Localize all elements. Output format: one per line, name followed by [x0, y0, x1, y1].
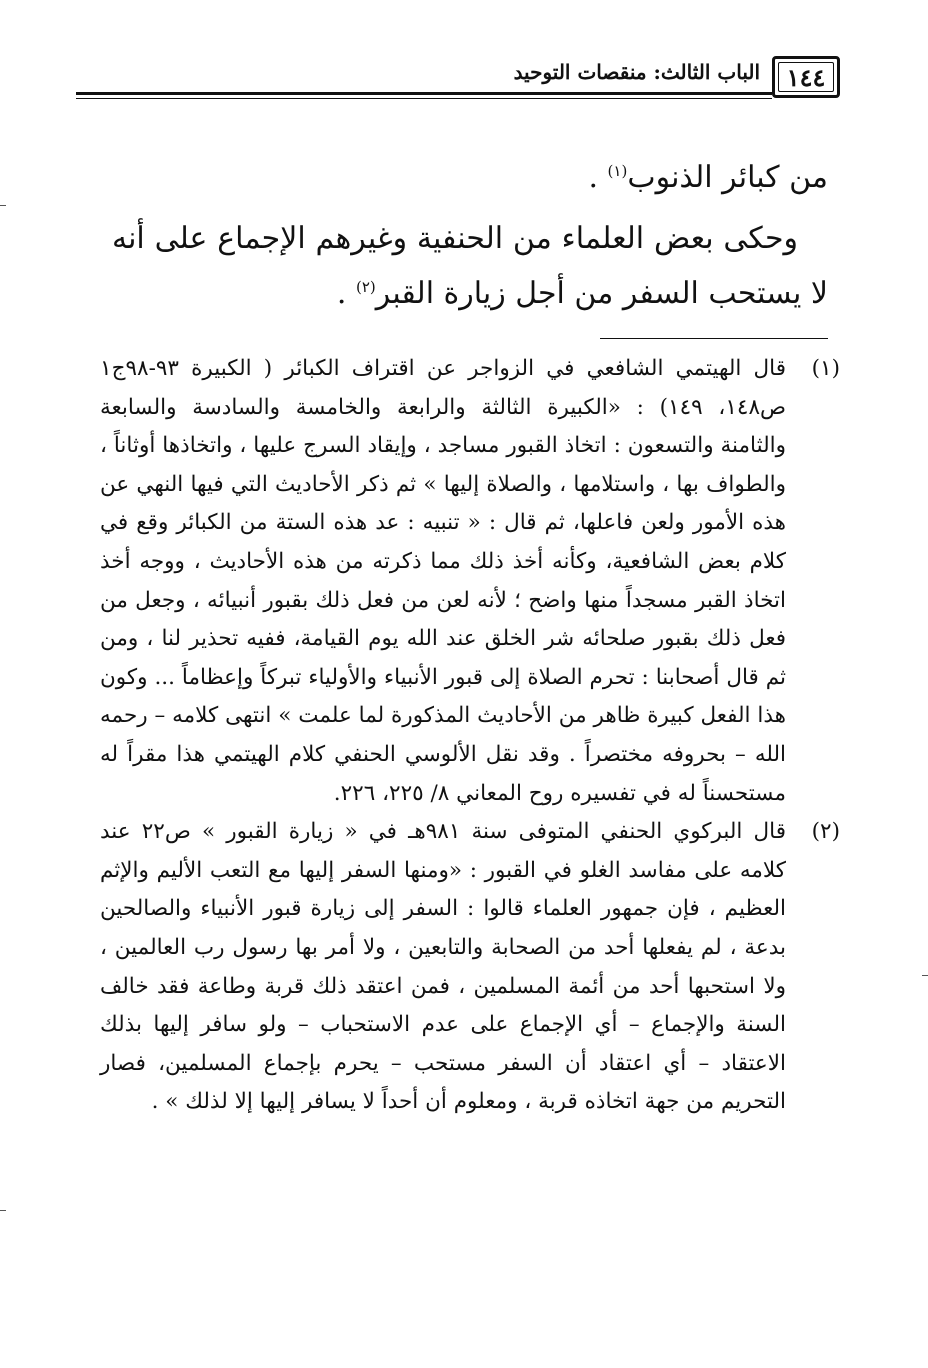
- running-title: الباب الثالث: منقصات التوحيد: [513, 60, 760, 84]
- paragraph-2-end: .: [336, 276, 356, 311]
- footnote-separator: [600, 338, 828, 339]
- footnote-2: [100, 813, 840, 1122]
- paragraph-2-text: وحكى بعض العلماء من الحنفية وغيرهم الإجماع على أنه لا يستحب السفر من أجل زيارة القبر: [112, 221, 828, 311]
- footnote-1: [100, 350, 840, 813]
- main-text: [112, 150, 828, 321]
- footnote-text: قال الهيتمي الشافعي في الزواجر عن اقتراف الكبائر ( الكبيرة ٩٣-٩٨ج١ ص١٤٨، ١٤٩) : «الكبيرة الثالثة والرابعة والخامسة والسادسة والسابعة والثامنة والتسعون : اتخاذ القبور مساجد ، وإيقاد السرج عليها ، واتخاذها أوثاناً ، والطواف بها ، واستلامها ، والصلاة إليها » ثم ذكر الأحاديث التي فيها النهي عن هذه الأمور ولعن فاعلها، ثم قال : « تنبيه : عد هذه الستة من الكبائر وقع في كلام بعض الشافعية، وكأنه أخذ ذلك مما ذكرته من هذه الأحاديث ، ووجه أخذ اتخاذ القبر مسجداً منها واضح ؛ لأنه لعن من فعل ذلك بقبور أنبيائه ، وجعل من فعل ذلك بقبور صلحائه شر الخلق عند الله يوم القيامة، ففيه تحذير لنا ، ومن ثم قال أصحابنا : تحرم الصلاة إلى قبور الأنبياء والأولياء تبركاً وإعظاماً ... وكون هذا الفعل كبيرة ظاهر من الأحاديث المذكورة لما علمت » انتهى كلامه – رحمه الله – بحروفه مختصراً . وقد نقل الألوسي الحنفي كلام الهيتمي هذا مقراً له مستحسناً له في تفسيره روح المعاني ٨/ ٢٢٥، ٢٢٦.: [100, 356, 786, 806]
- footnotes: [100, 350, 840, 1122]
- scan-margin-mark: [0, 1210, 6, 1211]
- footnote-ref-2[interactable]: (٢): [355, 278, 376, 296]
- paragraph-1: [112, 150, 828, 205]
- scan-margin-mark: [922, 975, 928, 976]
- footnote-text: قال البركوي الحنفي المتوفى سنة ٩٨١هـ في « زيارة القبور » ص٢٢ عند كلامه على مفاسد الغلو في القبور : «ومنها السفر إليها مع التعب الأليم والإثم العظيم ، فإن جمهور العلماء قالوا : السفر إلى زيارة قبور الأنبياء والصالحين بدعة ، لم يفعلها أحد من الصحابة والتابعين ، ولا أمر بها رسول رب العالمين ، ولا استحبها أحد من أئمة المسلمين ، فمن اعتقد ذلك قربة وطاعة فقد خالف السنة والإجماع – أي الإجماع على عدم الاستحباب – ولو سافر إليها بذلك الاعتقاد – أي اعتقاد أن السفر مستحب – يحرم بإجماع المسلمين، فصار التحريم من جهة اتخاذه قربة ، ومعلوم أن أحداً لا يسافر إليها إلا لذلك » .: [100, 819, 786, 1115]
- footnote-ref-1[interactable]: (١): [607, 162, 628, 180]
- header-rule-thin: [76, 98, 772, 99]
- paragraph-1-end: .: [588, 160, 608, 195]
- footnote-number: (١): [811, 356, 840, 381]
- header-rule: [76, 92, 772, 95]
- paragraph-1-text: من كبائر الذنوب: [627, 160, 828, 195]
- footnote-number: (٢): [811, 819, 840, 845]
- paragraph-2: [112, 211, 828, 321]
- scan-margin-mark: [0, 205, 6, 206]
- page-number: ١٤٤: [772, 56, 840, 98]
- running-header: [76, 48, 840, 108]
